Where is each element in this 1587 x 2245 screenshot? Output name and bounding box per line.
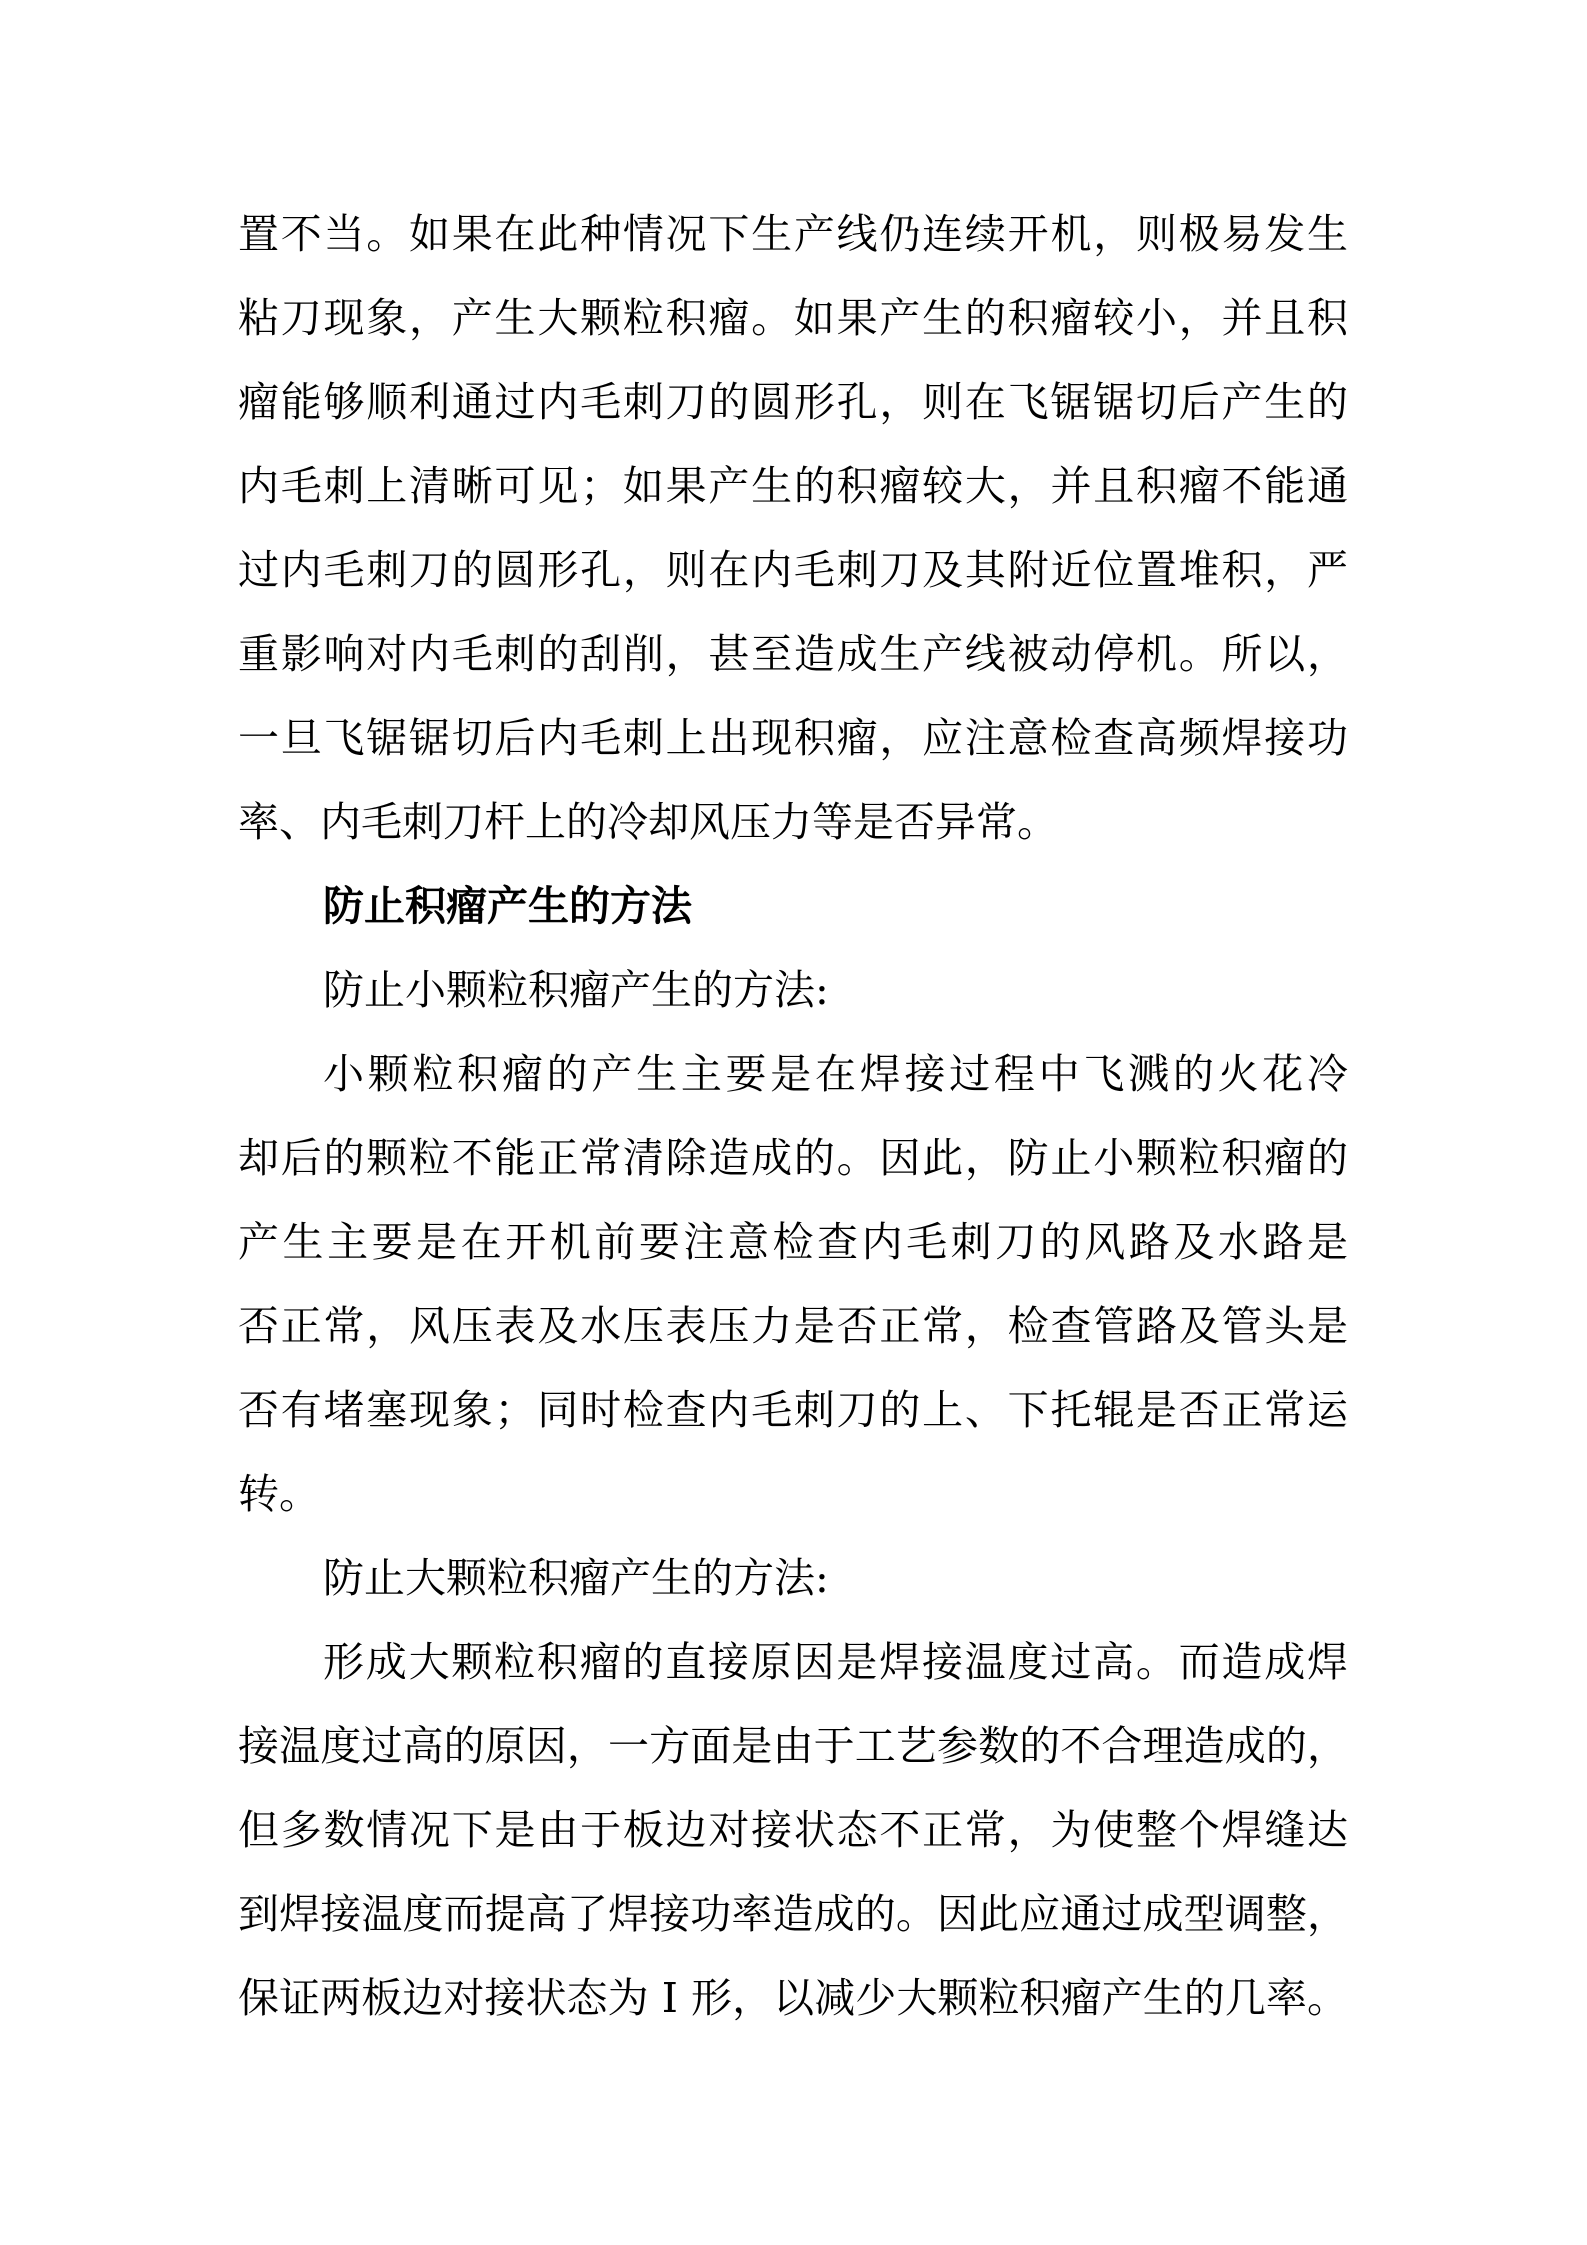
text-line: 内毛刺上清晰可见；如果产生的积瘤较大，并且积瘤不能通: [238, 462, 1348, 510]
text-line: 一旦飞锯锯切后内毛刺上出现积瘤，应注意检查高频焊接功: [238, 714, 1348, 762]
text-line: 保证两板边对接状态为 I 形，以减少大颗粒积瘤产生的几率。: [238, 1974, 1348, 2022]
text-line: 却后的颗粒不能正常清除造成的。因此，防止小颗粒积瘤的: [238, 1134, 1348, 1182]
text-line: 瘤能够顺利通过内毛刺刀的圆形孔，则在飞锯锯切后产生的: [238, 378, 1348, 426]
text-line: 接温度过高的原因，一方面是由于工艺参数的不合理造成的，: [238, 1722, 1348, 1770]
sub-heading: 防止大颗粒积瘤产生的方法:: [323, 1554, 829, 1602]
text-line: 小颗粒积瘤的产生主要是在焊接过程中飞溅的火花冷: [323, 1050, 1348, 1098]
text-line: 置不当。如果在此种情况下生产线仍连续开机，则极易发生: [238, 210, 1348, 258]
text-line: 转。: [238, 1470, 320, 1518]
text-line: 到焊接温度而提高了焊接功率造成的。因此应通过成型调整，: [238, 1890, 1348, 1938]
text-line: 产生主要是在开机前要注意检查内毛刺刀的风路及水路是: [238, 1218, 1348, 1266]
text-line: 否正常，风压表及水压表压力是否正常，检查管路及管头是: [238, 1302, 1348, 1350]
text-line: 率、内毛刺刀杆上的冷却风压力等是否异常。: [238, 798, 1058, 846]
document-page: [238, 192, 1348, 2040]
text-line: 粘刀现象，产生大颗粒积瘤。如果产生的积瘤较小，并且积: [238, 294, 1348, 342]
sub-heading: 防止小颗粒积瘤产生的方法:: [323, 966, 829, 1014]
text-line: 但多数情况下是由于板边对接状态不正常，为使整个焊缝达: [238, 1806, 1348, 1854]
section-heading: 防止积瘤产生的方法: [323, 882, 692, 930]
text-line: 重影响对内毛刺的刮削，甚至造成生产线被动停机。所以，: [238, 630, 1348, 678]
text-line: 否有堵塞现象；同时检查内毛刺刀的上、下托辊是否正常运: [238, 1386, 1348, 1434]
text-line: 过内毛刺刀的圆形孔，则在内毛刺刀及其附近位置堆积，严: [238, 546, 1348, 594]
text-line: 形成大颗粒积瘤的直接原因是焊接温度过高。而造成焊: [323, 1638, 1348, 1686]
